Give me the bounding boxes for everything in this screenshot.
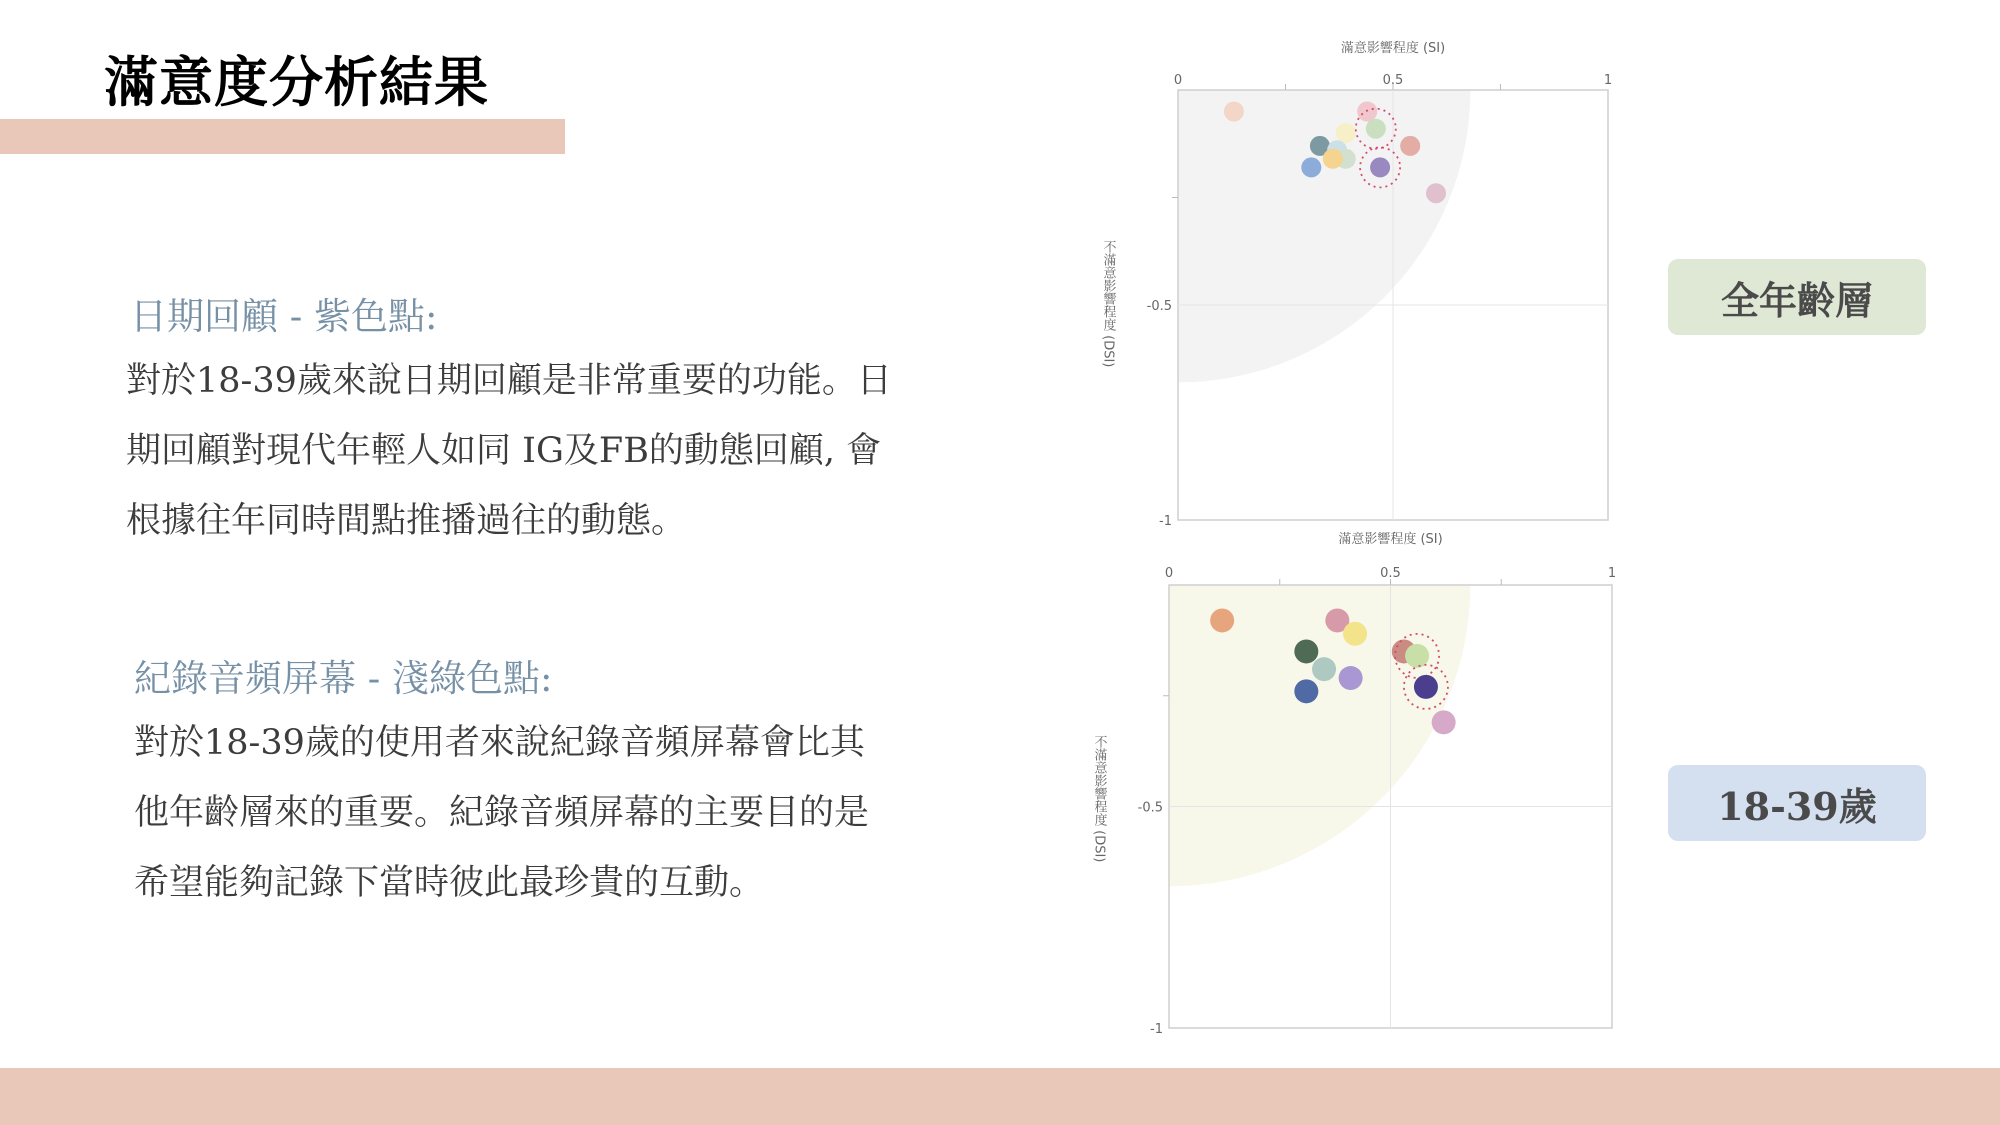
data-point <box>1294 679 1318 703</box>
x-tick-label: 0.5 <box>1380 566 1401 581</box>
y-tick-label: -0.5 <box>1146 299 1172 314</box>
x-tick-label: 0 <box>1173 73 1183 88</box>
x-tick-label: 1 <box>1607 566 1617 581</box>
shaded-region <box>1178 90 1470 382</box>
body-line: 期回顧對現代年輕人如同 IG及FB的動態回顧, 會 <box>126 431 882 471</box>
data-point <box>1343 622 1367 646</box>
data-point <box>1301 157 1321 177</box>
body-line: 他年齡層來的重要。紀錄音頻屏幕的主要目的是 <box>134 793 870 833</box>
body-line: 對於18-39歲的使用者來說紀錄音頻屏幕會比其 <box>134 723 865 763</box>
data-point <box>1432 710 1456 734</box>
data-point <box>1370 157 1390 177</box>
data-point <box>1414 675 1438 699</box>
y-tick-label: -1 <box>1150 1022 1163 1037</box>
y-tick-label: -0.5 <box>1137 800 1163 816</box>
data-point <box>1336 123 1356 143</box>
data-point <box>1294 639 1318 663</box>
section-body-audio-record <box>134 708 869 918</box>
page-title: 滿意度分析結果 <box>104 51 489 114</box>
data-point <box>1400 136 1420 156</box>
data-point <box>1224 102 1244 122</box>
scatter-chart-all-ages <box>1090 30 1630 540</box>
title-underline-bar <box>0 119 565 154</box>
shaded-region <box>1169 585 1470 886</box>
y-axis-label: 不滿意影響程度 (DSI) <box>1091 735 1107 863</box>
data-point <box>1210 608 1234 632</box>
y-tick-label: -1 <box>1159 514 1172 529</box>
section-heading-audio-record: 紀錄音頻屏幕 - 淺綠色點: <box>134 657 553 700</box>
body-line: 對於18-39歲來說日期回顧是非常重要的功能。日 <box>126 361 892 401</box>
body-line: 根據往年同時間點推播過往的動態。 <box>126 501 687 541</box>
body-line: 希望能夠記錄下當時彼此最珍貴的互動。 <box>134 863 765 903</box>
data-point <box>1366 119 1386 139</box>
x-axis-label: 滿意影響程度 (SI) <box>1338 532 1443 547</box>
section-heading-date-review: 日期回顧 - 紫色點: <box>130 295 438 338</box>
badge-all-ages: 全年齡層 <box>1668 259 1926 335</box>
data-point <box>1312 657 1336 681</box>
section-body-date-review <box>126 346 892 556</box>
x-axis-label: 滿意影響程度 (SI) <box>1340 41 1446 56</box>
x-tick-label: 1 <box>1603 73 1613 88</box>
bottom-decor-band <box>0 1068 2000 1125</box>
data-point <box>1339 666 1363 690</box>
badge-18-39: 18-39歲 <box>1668 765 1926 841</box>
x-tick-label: 0.5 <box>1382 73 1404 88</box>
data-point <box>1323 149 1343 169</box>
y-axis-label: 不滿意影響程度 (DSI) <box>1100 240 1116 368</box>
x-tick-label: 0 <box>1164 566 1174 581</box>
scatter-chart-18-39 <box>1085 525 1630 1035</box>
data-point <box>1426 183 1446 203</box>
